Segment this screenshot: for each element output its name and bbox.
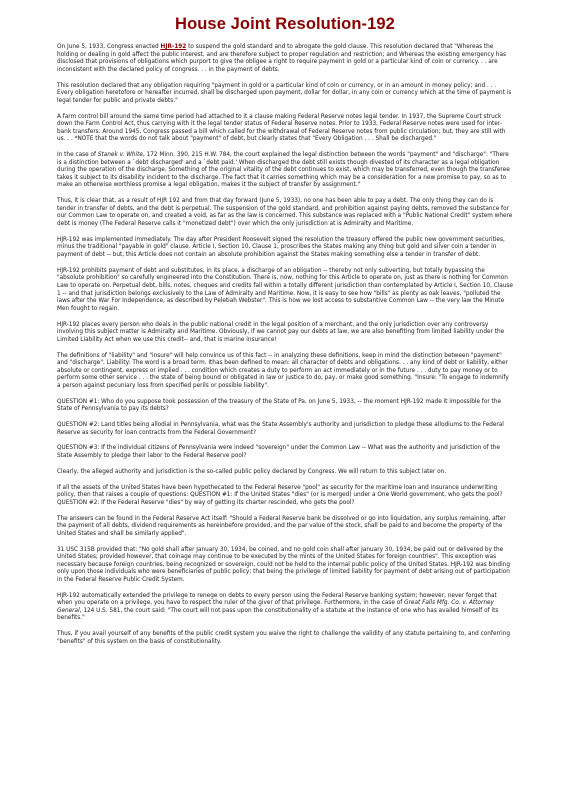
paragraph-15: Thus, if you avail yourself of any benefits of the public credit system you waive the right to challenge the validity of any statute pertaining to, and conferring "benefits" of this system on the basis of constitutionality. — [57, 631, 511, 645]
paragraph-1-text-a: On June 5, 1933, Congress enacted — [57, 44, 161, 50]
paragraph-9: The definitions of "liability" and "insure" will help convince us of this fact -- in analyzing these definitions, keep in mind the distinction between "payment" and "discharge". Liability: The word is a broad term. Ithas been defined to mean: all character of debts and obligations. . . any kind of debt or liability, either absolute or contingent, express or implied . . . condition which creates a duty to perform an act immediately or in the future . . . duty to pay money or to perform some other service . . . the state of being bound or obligated in law or justice to do, pay, or make good something. "Insure: "To engage to indemnify a person against pecuniary loss from specified perils or possible liability". — [57, 352, 509, 389]
page-title: House Joint Resolution-192 — [175, 15, 395, 33]
question-1: QUESTION #1: Who do you suppose took possession of the treasury of the State of Pa. on June 5, 1933, -- the moment HJR-192 made it impossible for the State of Pennsylvania to pay its debts? — [57, 398, 501, 413]
paragraph-4-text-a: In the case of — [57, 152, 98, 159]
question-2: QUESTION #2: Land titles being allodial in Pennsylvania, what was the State Assembly's authority and jurisdiction to pledge these allodiums to the Federal Reserve as security for loan contracts from the Federal Government? — [57, 422, 504, 436]
paragraph-14-text-b: , 124 U.S. 581, the court said: "The court will not pass upon the constitutionality of a statute at the instance of one who has availed himself of its benefits." — [57, 607, 499, 622]
paragraph-11: If all the assets of the United States have been hypothecated to the Federal Reserve "pool" as security for the maritime loan and insurance underwriting policy, then that raises a couple of questions: QUESTION #1: If the United States "dies" (or is merged) under a One World government, who gets the pool? QUESTION #2: If the Federal Reserve "dies" by way of getting its charter rescinded, who gets the pool? — [57, 484, 503, 506]
paragraph-14-text-a: HJR-192 automatically extended the privilege to renege on debts to every person using the Federal Reserve banking system; however, never forget that when you operate on a privilege, you have to respect the ruler of the giver of that privilege. Furthermore, in the case of — [57, 592, 497, 607]
paragraph-8: HJR-192 places every person who deals in the public national credit in the legal position of a merchant, and the only jurisdiction over any controversy involving this subject matter is Admiralty and Maritime. Obviously, if we cannot pay our debts at law, we are also benefiting from limited liability under the Limited Liability Act when we use this credit-- and, that is marine insurance! — [57, 321, 505, 343]
paragraph-4-text-b: , 172 Minn. 390, 215 H.W. 784, the court explained the legal distinction between the words "payment" and "discharge": "There is a distinction between a `debt discharged' and a `debt paid.' When discharged the debt still exists though divested of its character as a legal obligation during the operation of the discharge. Something of the original vitality of the debt continues to exist, which may be transferred, even though the transferee takes it subject to its disability incident to the discharge. The fact that it carries something which may be a consideration for a new promise to pay, so as to make an otherwise worthless promise a legal obligation, makes it the subject of transfer by assignment." — [57, 152, 510, 189]
case-citation-great-falls: Great Falls Mfg. Co. v. Attorney General — [57, 600, 494, 614]
case-citation-stanek: Stanek v. White — [97, 152, 143, 159]
paragraph-1-text-b: to suspend the gold standard and to abrogate the gold clause. This resolution declared that "Whereas the holding or dealing in gold affect the public interest, and are therefore subject to proper regulation and restriction; and Whereas the existing emergency has disclosed that provisions of obligations which purport to give the obligee a right to require payment in gold or a particular kind of coin or currency. . . are inconsistent with the declared policy of congress. . . in the payment of debts. — [57, 44, 506, 73]
paragraph-6: HJR-192 was implemented immediately. The day after President Roosevelt signed the resolution the treasury offered the public new government securities, minus the traditional "payable in gold" clause. Article I, Section 10, Clause 1, proscribes the States making any thing but gold and silver coin a tender in payment of debt -- but, this Article does not contain an absolute prohibition against the States making something else a tender in transfer of debt. — [57, 236, 505, 258]
paragraph-2: This resolution declared that any obligation requiring "payment in gold or a particular kind of coin or currency, or in an amount in money policy; and . . . Every obligation heretofore or hereafter incurred, shall be discharged upon payment, dollar for dollar, in any coin or currency which at the time of payment is legal tender for public and private debts." — [57, 82, 512, 104]
paragraph-7: HJR-192 prohibits payment of debt and substitutes, in its place, a discharge of an obligation -- thereby not only subverting, but totally bypassing the "absolute prohibition" so carefully engineered into the Constitution. There is, now, nothing for this Article to operate on, just as there is nothing for Common Law to operate on. Perpetual debt, bills, notes, cheques and credits fall within a totally different jurisdiction than contemplated by Article I, Section 10, Clause 1 -- and that jurisdiction belongs exclusively to the Law of Admiralty and Maritime. Now, it is easy to see how "bills" as plenty as oak leaves, "polluted the laws after the War For Independence, as described by Peletiah Webster". This is how we lost access to substantive Common Law -- the very law the Minute Men fought to regain. — [57, 267, 513, 312]
paragraph-13: 31 USC 315B provided that: "No gold shall after January 30, 1934, be coined, and no gold coin shall after January 30, 1934, be paid out or delivered by the United States; provided however, that coinage may continue to be executed by the mints of the United States for foreign countries". This exception was necessary because foreign countries, being recognized or sovereign, could not be held to the internal public policy of the United States. HJR-192 was binding only upon those individuals who were beneficiaries of public policy; that being the privilege of limited liability for payment of debt arising out of participation in the Federal Reserve Public Credit System. — [57, 546, 510, 583]
paragraph-3: A farm control bill around the same time period had attached to it a clause making Federal Reserve notes legal tender. In 1937, the Supreme Court struck down the Farm Control Act, thus carrying with it the legal tender status of Federal Reserve notes. Prior to 1933, Federal Reserve notes were used for inter-bank transfers. Around 1945, Congress passed a bill which called for the withdrawal of Federal Reserve notes from public circulation; but, they are still with us. . . *NOTE that the words do not talk about "payment" of debt, but clearly states that "Every Obligation . . . Shall be discharged." — [57, 113, 506, 143]
paragraph-5: Thus, it is clear that, as a result of HJR 192 and from that day forward (June 5, 1933), no one has been able to pay a debt. The only thing they can do is tender in transfer of debts, and the debt is perpetual. The suspension of the gold standard, and prohibition against paying debts, removed the substance for our Common Law to operate on, and created a void, as far as the law is concerned. This substance was replaced with a "Public National Credit" system where debt is money (The Federal Reserve calls it "monetized debt") over which the only jurisdiction at is Admiralty and Maritime. — [57, 198, 513, 228]
paragraph-10: Clearly, the alleged authority and jurisdiction is the so-called public policy declared by Congress. We will return to this subject later on. — [57, 468, 447, 475]
paragraph-14 — [57, 593, 513, 623]
hjr-192-link[interactable]: HJR-192 — [160, 44, 187, 50]
paragraph-12: The answers can be found in the Federal Reserve Act itself: "Should a Federal Reserve bank be dissolved or go into liquidation, any surplus remaining, after the payment of all debts, dividend requirements as hereinbefore provided, and the par value of the stock, shall be paid to and become the property of the United States and shall be similarly applied". — [57, 515, 506, 537]
paragraph-1 — [57, 44, 513, 74]
question-3: QUESTION #3: If the individual citizens of Pennsylvania were indeed "sovereign" under the Common Law -- What was the authority and jurisdiction of the State Assembly to pledge their labor to the Federal Reserve pool? — [57, 445, 500, 459]
paragraph-4 — [57, 152, 513, 190]
